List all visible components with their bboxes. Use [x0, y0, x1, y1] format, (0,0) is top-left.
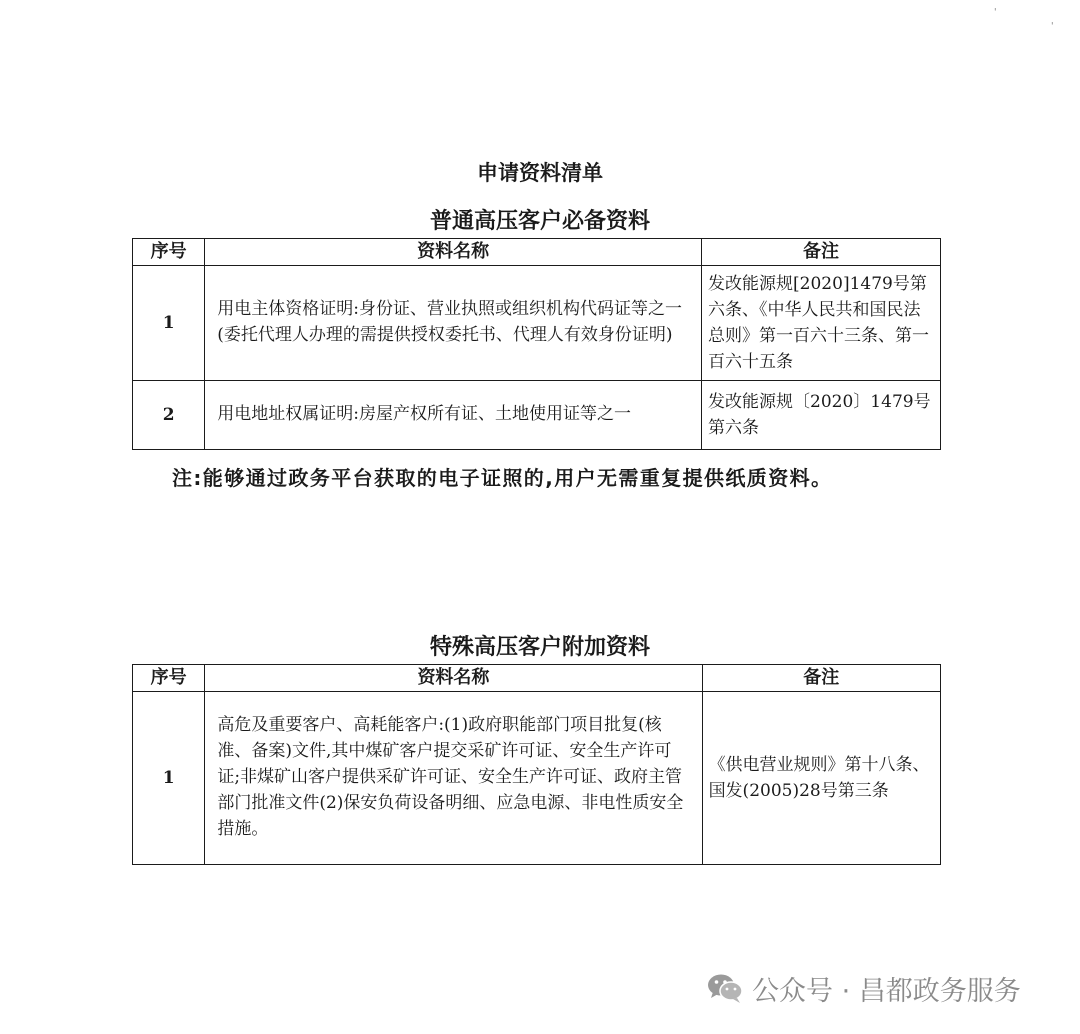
column-header-name: 资料名称 [205, 239, 702, 266]
row-remark: 发改能源规[2020]1479号第六条、《中华人民共和国民法总则》第一百六十三条、第一百六十五条 [702, 266, 941, 381]
watermark-text: 公众号 · 昌都政务服务 [752, 975, 1021, 1007]
row-material-name: 高危及重要客户、高耗能客户:(1)政府职能部门项目批复(核准、备案)文件,其中煤矿客户提交采矿许可证、安全生产许可证;非煤矿山客户提供采矿许可证、安全生产许可证、政府主管部门批准文件(2)保安负荷设备明细、应急电源、非电性质安全措施。 [205, 692, 702, 865]
document-title: 申请资料清单 [477, 161, 603, 185]
column-header-note: 备注 [702, 665, 940, 692]
table-header-row [133, 239, 941, 266]
column-header-seq: 序号 [133, 239, 205, 266]
corner-mark: ' [994, 8, 997, 18]
table-header-row [133, 665, 941, 692]
section1-heading: 普通高压客户必备资料 [429, 209, 650, 234]
table-row [133, 381, 941, 450]
corner-mark: ' [1051, 22, 1054, 32]
column-header-seq: 序号 [133, 665, 205, 692]
wechat-icon [706, 971, 744, 1005]
column-header-note: 备注 [702, 239, 941, 266]
row-seq: 1 [133, 692, 205, 865]
row-seq: 1 [133, 266, 205, 381]
note-text: 注:能够通过政务平台获取的电子证照的,用户无需重复提供纸质资料。 [172, 466, 833, 490]
additional-materials-table [132, 664, 941, 865]
required-materials-table [132, 238, 941, 450]
column-header-name: 资料名称 [205, 665, 702, 692]
table-row [133, 266, 941, 381]
row-seq: 2 [133, 381, 205, 450]
section2-heading: 特殊高压客户附加资料 [429, 635, 650, 660]
row-material-name: 用电地址权属证明:房屋产权所有证、土地使用证等之一 [205, 381, 702, 450]
wechat-watermark [706, 968, 1021, 1008]
row-remark: 《供电营业规则》第十八条、国发(2005)28号第三条 [702, 692, 940, 865]
row-remark: 发改能源规〔2020〕1479号第六条 [702, 381, 941, 450]
row-material-name: 用电主体资格证明:身份证、营业执照或组织机构代码证等之一(委托代理人办理的需提供授权委托书、代理人有效身份证明) [205, 266, 702, 381]
table-row [133, 692, 941, 865]
